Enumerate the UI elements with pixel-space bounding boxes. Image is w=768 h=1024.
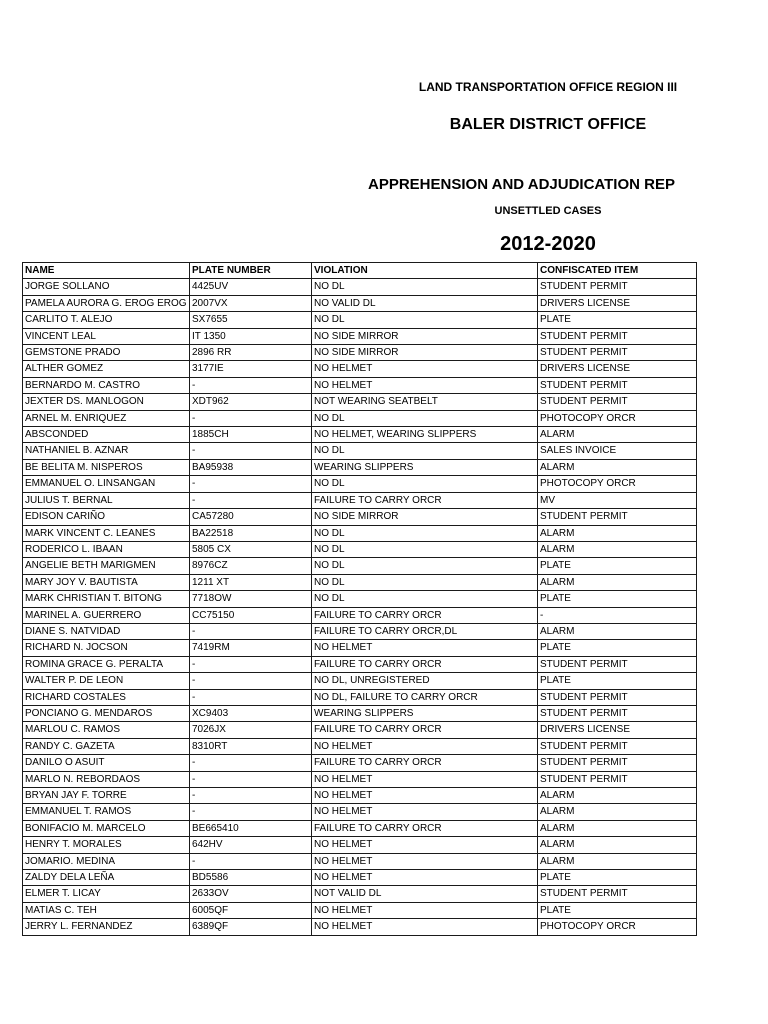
- cell-confiscated-item: STUDENT PERMIT: [538, 886, 697, 902]
- cell-violation: NO HELMET: [312, 837, 538, 853]
- cell-name: MATIAS C. TEH: [23, 902, 190, 918]
- cell-plate-number: -: [190, 410, 312, 426]
- cell-confiscated-item: STUDENT PERMIT: [538, 705, 697, 721]
- cell-violation: NO DL: [312, 312, 538, 328]
- cell-violation: NO DL: [312, 574, 538, 590]
- cell-plate-number: -: [190, 755, 312, 771]
- cell-name: EMMANUEL T. RAMOS: [23, 804, 190, 820]
- column-header-plate: PLATE NUMBER: [190, 263, 312, 279]
- cases-table: [22, 262, 697, 936]
- cell-plate-number: IT 1350: [190, 328, 312, 344]
- report-subtitle: UNSETTLED CASES: [494, 205, 602, 217]
- cell-plate-number: BA95938: [190, 459, 312, 475]
- cell-confiscated-item: PLATE: [538, 312, 697, 328]
- cell-plate-number: 2007VX: [190, 295, 312, 311]
- cell-confiscated-item: ALARM: [538, 820, 697, 836]
- cell-violation: FAILURE TO CARRY ORCR: [312, 492, 538, 508]
- cell-violation: FAILURE TO CARRY ORCR,DL: [312, 623, 538, 639]
- table-row: [23, 328, 697, 344]
- cell-name: RICHARD COSTALES: [23, 689, 190, 705]
- cell-confiscated-item: DRIVERS LICENSE: [538, 722, 697, 738]
- cell-plate-number: -: [190, 623, 312, 639]
- cell-name: PONCIANO G. MENDAROS: [23, 705, 190, 721]
- table-row: [23, 902, 697, 918]
- cell-confiscated-item: MV: [538, 492, 697, 508]
- column-header-confiscated: CONFISCATED ITEM: [538, 263, 697, 279]
- cell-violation: NO SIDE MIRROR: [312, 509, 538, 525]
- cell-confiscated-item: STUDENT PERMIT: [538, 279, 697, 295]
- cell-plate-number: XDT962: [190, 394, 312, 410]
- cell-name: CARLITO T. ALEJO: [23, 312, 190, 328]
- cell-name: BE BELITA M. NISPEROS: [23, 459, 190, 475]
- cell-violation: NO HELMET: [312, 377, 538, 393]
- cell-name: MARK VINCENT C. LEANES: [23, 525, 190, 541]
- cell-plate-number: -: [190, 804, 312, 820]
- cell-plate-number: BA22518: [190, 525, 312, 541]
- cell-name: ELMER T. LICAY: [23, 886, 190, 902]
- cell-violation: NOT VALID DL: [312, 886, 538, 902]
- table-row: [23, 492, 697, 508]
- table-row: [23, 476, 697, 492]
- cell-plate-number: BE665410: [190, 820, 312, 836]
- table-row: [23, 837, 697, 853]
- cell-name: JERRY L. FERNANDEZ: [23, 919, 190, 935]
- cell-violation: NO HELMET: [312, 361, 538, 377]
- cell-name: ABSCONDED: [23, 427, 190, 443]
- cell-name: DIANE S. NATVIDAD: [23, 623, 190, 639]
- cell-name: RICHARD N. JOCSON: [23, 640, 190, 656]
- cell-plate-number: XC9403: [190, 705, 312, 721]
- cell-violation: FAILURE TO CARRY ORCR: [312, 820, 538, 836]
- table-row: [23, 870, 697, 886]
- cell-violation: NO DL: [312, 279, 538, 295]
- cell-plate-number: 6005QF: [190, 902, 312, 918]
- cell-name: VINCENT LEAL: [23, 328, 190, 344]
- cell-violation: FAILURE TO CARRY ORCR: [312, 722, 538, 738]
- cell-name: GEMSTONE PRADO: [23, 345, 190, 361]
- cell-name: ZALDY DELA LEÑA: [23, 870, 190, 886]
- table-row: [23, 673, 697, 689]
- office-heading: LAND TRANSPORTATION OFFICE REGION III: [418, 80, 678, 94]
- cell-plate-number: 7718OW: [190, 591, 312, 607]
- cell-plate-number: SX7655: [190, 312, 312, 328]
- table-row: [23, 525, 697, 541]
- cell-plate-number: 7026JX: [190, 722, 312, 738]
- cell-plate-number: -: [190, 492, 312, 508]
- cell-violation: NO HELMET: [312, 902, 538, 918]
- cell-confiscated-item: DRIVERS LICENSE: [538, 295, 697, 311]
- cell-violation: NO HELMET: [312, 771, 538, 787]
- cell-plate-number: 8310RT: [190, 738, 312, 754]
- cell-confiscated-item: PLATE: [538, 558, 697, 574]
- cell-violation: NO HELMET: [312, 853, 538, 869]
- table-row: [23, 459, 697, 475]
- table-row: [23, 410, 697, 426]
- cell-confiscated-item: ALARM: [538, 525, 697, 541]
- cell-violation: NO DL: [312, 541, 538, 557]
- table-row: [23, 279, 697, 295]
- cell-confiscated-item: SALES INVOICE: [538, 443, 697, 459]
- cell-plate-number: BD5586: [190, 870, 312, 886]
- table-row: [23, 591, 697, 607]
- cell-confiscated-item: ALARM: [538, 574, 697, 590]
- table-row: [23, 295, 697, 311]
- cell-plate-number: 4425UV: [190, 279, 312, 295]
- cell-violation: NO VALID DL: [312, 295, 538, 311]
- cell-violation: NO HELMET: [312, 804, 538, 820]
- column-header-name: NAME: [23, 263, 190, 279]
- cell-plate-number: 1885CH: [190, 427, 312, 443]
- cell-name: RANDY C. GAZETA: [23, 738, 190, 754]
- cell-violation: NOT WEARING SEATBELT: [312, 394, 538, 410]
- cell-confiscated-item: ALARM: [538, 541, 697, 557]
- cell-violation: NO SIDE MIRROR: [312, 345, 538, 361]
- cell-confiscated-item: PLATE: [538, 673, 697, 689]
- cell-confiscated-item: DRIVERS LICENSE: [538, 361, 697, 377]
- cell-name: BRYAN JAY F. TORRE: [23, 788, 190, 804]
- cell-violation: NO HELMET: [312, 738, 538, 754]
- cell-violation: NO DL, UNREGISTERED: [312, 673, 538, 689]
- cell-confiscated-item: STUDENT PERMIT: [538, 738, 697, 754]
- cell-name: ANGELIE BETH MARIGMEN: [23, 558, 190, 574]
- table-row: [23, 705, 697, 721]
- table-row: [23, 886, 697, 902]
- table-row: [23, 377, 697, 393]
- cell-confiscated-item: ALARM: [538, 459, 697, 475]
- report-title: APPREHENSION AND ADJUDICATION REP: [368, 176, 675, 193]
- cell-violation: NO DL: [312, 410, 538, 426]
- table-row: [23, 623, 697, 639]
- table-row: [23, 722, 697, 738]
- cell-name: BERNARDO M. CASTRO: [23, 377, 190, 393]
- cell-confiscated-item: ALARM: [538, 804, 697, 820]
- cell-name: MARK CHRISTIAN T. BITONG: [23, 591, 190, 607]
- table-row: [23, 427, 697, 443]
- cell-confiscated-item: STUDENT PERMIT: [538, 771, 697, 787]
- cell-name: PAMELA AURORA G. EROG EROG: [23, 295, 190, 311]
- cell-plate-number: 1211 XT: [190, 574, 312, 590]
- table-row: [23, 656, 697, 672]
- table-row: [23, 755, 697, 771]
- cell-confiscated-item: PLATE: [538, 870, 697, 886]
- cell-name: EDISON CARIÑO: [23, 509, 190, 525]
- table-row: [23, 919, 697, 935]
- cell-plate-number: 2633OV: [190, 886, 312, 902]
- cell-confiscated-item: STUDENT PERMIT: [538, 377, 697, 393]
- cell-name: MARINEL A. GUERRERO: [23, 607, 190, 623]
- cell-violation: WEARING SLIPPERS: [312, 459, 538, 475]
- cell-confiscated-item: STUDENT PERMIT: [538, 656, 697, 672]
- table-row: [23, 345, 697, 361]
- cell-confiscated-item: PLATE: [538, 591, 697, 607]
- column-header-violation: VIOLATION: [312, 263, 538, 279]
- cell-name: HENRY T. MORALES: [23, 837, 190, 853]
- table-row: [23, 509, 697, 525]
- cell-violation: NO DL: [312, 591, 538, 607]
- cell-violation: NO DL, FAILURE TO CARRY ORCR: [312, 689, 538, 705]
- cell-confiscated-item: ALARM: [538, 427, 697, 443]
- cell-confiscated-item: -: [538, 607, 697, 623]
- cell-plate-number: -: [190, 771, 312, 787]
- cell-violation: NO HELMET, WEARING SLIPPERS: [312, 427, 538, 443]
- cell-confiscated-item: PHOTOCOPY ORCR: [538, 919, 697, 935]
- cell-name: MARLO N. REBORDAOS: [23, 771, 190, 787]
- cell-violation: NO DL: [312, 558, 538, 574]
- table-row: [23, 541, 697, 557]
- cell-confiscated-item: PLATE: [538, 902, 697, 918]
- cell-plate-number: 8976CZ: [190, 558, 312, 574]
- cell-plate-number: -: [190, 377, 312, 393]
- cell-plate-number: 7419RM: [190, 640, 312, 656]
- cell-name: DANILO O ASUIT: [23, 755, 190, 771]
- cell-name: JOMARIO. MEDINA: [23, 853, 190, 869]
- cell-confiscated-item: STUDENT PERMIT: [538, 394, 697, 410]
- cell-confiscated-item: PHOTOCOPY ORCR: [538, 476, 697, 492]
- cell-violation: NO HELMET: [312, 919, 538, 935]
- cell-violation: NO DL: [312, 476, 538, 492]
- table-row: [23, 804, 697, 820]
- cell-name: BONIFACIO M. MARCELO: [23, 820, 190, 836]
- cell-confiscated-item: PHOTOCOPY ORCR: [538, 410, 697, 426]
- cell-plate-number: 642HV: [190, 837, 312, 853]
- cell-name: RODERICO L. IBAAN: [23, 541, 190, 557]
- cell-confiscated-item: ALARM: [538, 837, 697, 853]
- table-row: [23, 312, 697, 328]
- cell-plate-number: 2896 RR: [190, 345, 312, 361]
- table-row: [23, 788, 697, 804]
- cell-violation: WEARING SLIPPERS: [312, 705, 538, 721]
- cell-plate-number: 6389QF: [190, 919, 312, 935]
- cell-confiscated-item: STUDENT PERMIT: [538, 689, 697, 705]
- table-row: [23, 394, 697, 410]
- table-row: [23, 853, 697, 869]
- cell-confiscated-item: STUDENT PERMIT: [538, 509, 697, 525]
- table-body: [23, 279, 697, 935]
- table-row: [23, 361, 697, 377]
- cell-confiscated-item: ALARM: [538, 853, 697, 869]
- cell-name: WALTER P. DE LEON: [23, 673, 190, 689]
- cell-confiscated-item: STUDENT PERMIT: [538, 328, 697, 344]
- table-row: [23, 771, 697, 787]
- cell-plate-number: -: [190, 788, 312, 804]
- cell-violation: NO DL: [312, 525, 538, 541]
- cell-confiscated-item: ALARM: [538, 788, 697, 804]
- cell-violation: FAILURE TO CARRY ORCR: [312, 755, 538, 771]
- cell-plate-number: -: [190, 656, 312, 672]
- cell-plate-number: 3177IE: [190, 361, 312, 377]
- cell-violation: NO HELMET: [312, 788, 538, 804]
- cell-confiscated-item: STUDENT PERMIT: [538, 755, 697, 771]
- cell-violation: NO DL: [312, 443, 538, 459]
- cell-violation: FAILURE TO CARRY ORCR: [312, 656, 538, 672]
- cell-confiscated-item: STUDENT PERMIT: [538, 345, 697, 361]
- cell-name: JEXTER DS. MANLOGON: [23, 394, 190, 410]
- cell-confiscated-item: ALARM: [538, 623, 697, 639]
- cell-plate-number: -: [190, 443, 312, 459]
- cell-name: MARY JOY V. BAUTISTA: [23, 574, 190, 590]
- cell-plate-number: -: [190, 689, 312, 705]
- cell-name: JORGE SOLLANO: [23, 279, 190, 295]
- table-row: [23, 574, 697, 590]
- table-row: [23, 640, 697, 656]
- cell-name: JULIUS T. BERNAL: [23, 492, 190, 508]
- cell-plate-number: CA57280: [190, 509, 312, 525]
- cell-name: EMMANUEL O. LINSANGAN: [23, 476, 190, 492]
- table-row: [23, 738, 697, 754]
- cell-plate-number: -: [190, 853, 312, 869]
- cell-violation: NO SIDE MIRROR: [312, 328, 538, 344]
- cell-name: NATHANIEL B. AZNAR: [23, 443, 190, 459]
- cell-violation: NO HELMET: [312, 640, 538, 656]
- table-row: [23, 443, 697, 459]
- table-row: [23, 558, 697, 574]
- cell-confiscated-item: PLATE: [538, 640, 697, 656]
- table-row: [23, 820, 697, 836]
- cell-violation: NO HELMET: [312, 870, 538, 886]
- cell-plate-number: -: [190, 673, 312, 689]
- table-row: [23, 607, 697, 623]
- cell-name: ARNEL M. ENRIQUEZ: [23, 410, 190, 426]
- district-heading: BALER DISTRICT OFFICE: [449, 116, 647, 133]
- cell-plate-number: CC75150: [190, 607, 312, 623]
- cell-plate-number: 5805 CX: [190, 541, 312, 557]
- table-header-row: [23, 263, 697, 279]
- cell-name: ALTHER GOMEZ: [23, 361, 190, 377]
- table-row: [23, 689, 697, 705]
- cell-plate-number: -: [190, 476, 312, 492]
- cell-violation: FAILURE TO CARRY ORCR: [312, 607, 538, 623]
- cell-name: MARLOU C. RAMOS: [23, 722, 190, 738]
- report-years: 2012-2020: [500, 233, 596, 255]
- cell-name: ROMINA GRACE G. PERALTA: [23, 656, 190, 672]
